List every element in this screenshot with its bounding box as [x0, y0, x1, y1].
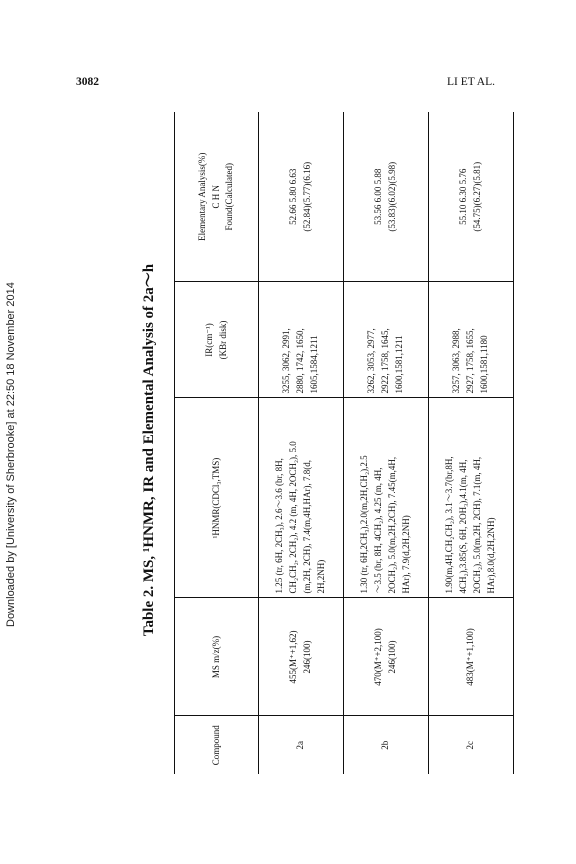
ms-line: 246(100) [387, 640, 397, 674]
nmr-line: 1.25 (tr, 6H, 2CH₃), 2.6～3.6 (br, 8H, [274, 458, 285, 594]
cell-elemental [344, 112, 429, 282]
col-elemental [175, 112, 259, 282]
cell-ir [429, 282, 514, 398]
ir-line: 3257, 3063, 2988, [451, 328, 462, 394]
col-ir [175, 282, 259, 398]
ir-line: 2880, 1742, 1650, [295, 328, 306, 394]
ir-line: 1600,1581,1180 [478, 335, 489, 394]
cell-elemental [259, 112, 344, 282]
download-watermark: Downloaded by [University of Sherbrooke] at 22:50 18 November 2014 [5, 282, 17, 627]
ms-line: 470(M⁺+2,100) [373, 628, 384, 686]
ms-line: 483(M⁺+1,100) [465, 628, 476, 686]
nmr-line: 1.90(m,4H,CH₂CH₂), 3.1～3.7(br,8H, [444, 456, 455, 594]
ir-line: 3262, 3053, 2977, [366, 328, 377, 394]
table-caption: Table 2. MS, ¹HNMR, IR and Elemental Analysis of 2a～h [141, 263, 157, 637]
cell-nmr [344, 398, 429, 598]
col-ms: MS m/z(%) [175, 598, 259, 716]
col-ir-line2: (KBr disk) [217, 320, 228, 360]
nmr-line: ～3.5 (br, 8H, 4CH₂), 4.25 (m, 4H, [373, 467, 384, 594]
cell-elemental [429, 112, 514, 282]
col-ir-line1: IR(cm⁻¹) [203, 323, 214, 357]
ea-found: 55.10 6.30 5.76 [458, 168, 469, 225]
data-table [174, 112, 514, 774]
ir-line: 1600,1581,1211 [393, 335, 404, 394]
ms-line: 246(100) [302, 640, 312, 674]
cell-compound: 2a [259, 716, 344, 774]
ir-line: 1605,1584,1211 [308, 335, 319, 394]
nmr-line: HAr), 7.9(d,2H,2NH) [400, 515, 411, 594]
col-ea-line3: Found(Calculated) [224, 163, 235, 231]
ir-line: 3255, 3062, 2991, [281, 328, 292, 394]
cell-ms [344, 598, 429, 716]
col-ea-line1: Elementary Analysis(%) [196, 152, 207, 241]
cell-ms [259, 598, 344, 716]
ir-line: 2927, 1758, 1655, [465, 328, 476, 394]
ir-line: 2922, 1758, 1645, [380, 328, 391, 394]
nmr-line: 2OCH₂), 5.0(m,2H,2CH), 7.45(m,4H, [387, 456, 397, 594]
table-row [259, 112, 344, 774]
table-row [344, 112, 429, 774]
table-header-row [175, 112, 259, 774]
cell-compound: 2c [429, 716, 514, 774]
nmr-line: CH₂CH₂, 2CH₂), 4.2 (m, 4H, 2OCH₂), 5.0 [288, 441, 299, 594]
page-number: 3082 [76, 76, 99, 88]
nmr-line: 4CH₂),3.85(S, 6H, 2OH₃),4.1(m, 4H, [458, 459, 469, 594]
nmr-line: (m,2H, 2CH), 7.4(m,4H,HAr), 7.8(d, [302, 460, 312, 594]
ea-found: 52.66 5.80 6.63 [288, 168, 299, 225]
col-compound: Compound [175, 716, 259, 774]
cell-nmr [429, 398, 514, 598]
table-row [429, 112, 514, 774]
ea-found: 53.56 6.00 5.88 [373, 168, 384, 225]
nmr-line: 2H,2NH) [315, 559, 326, 594]
cell-nmr [259, 398, 344, 598]
col-nmr: ¹HNMR(CDCl₃,TMS) [175, 398, 259, 598]
col-ea-line2: C H N [210, 185, 221, 209]
ea-calculated: (52.84)(5.77)(6.16) [302, 161, 312, 232]
nmr-line: 2OCH₂), 5.0(m,2H, 2CH), 7.1(m, 4H, [472, 456, 482, 594]
ea-calculated: (53.83)(6.02)(5.98) [387, 161, 397, 232]
ea-calculated: (54.75)(6.27)(5.81) [472, 161, 482, 232]
running-head: LI ET AL. [447, 76, 496, 88]
cell-ir [259, 282, 344, 398]
cell-ms [429, 598, 514, 716]
cell-compound: 2b [344, 716, 429, 774]
cell-ir [344, 282, 429, 398]
nmr-line: HAr),8.0(d,2H,2NH) [485, 517, 496, 594]
ms-line: 455(M⁺+1,62) [288, 630, 299, 684]
nmr-line: 1.30 (tr, 6H,2CH₃),2.0(m,2H,CH₂),2.5 [359, 455, 370, 594]
table-block [136, 110, 499, 790]
